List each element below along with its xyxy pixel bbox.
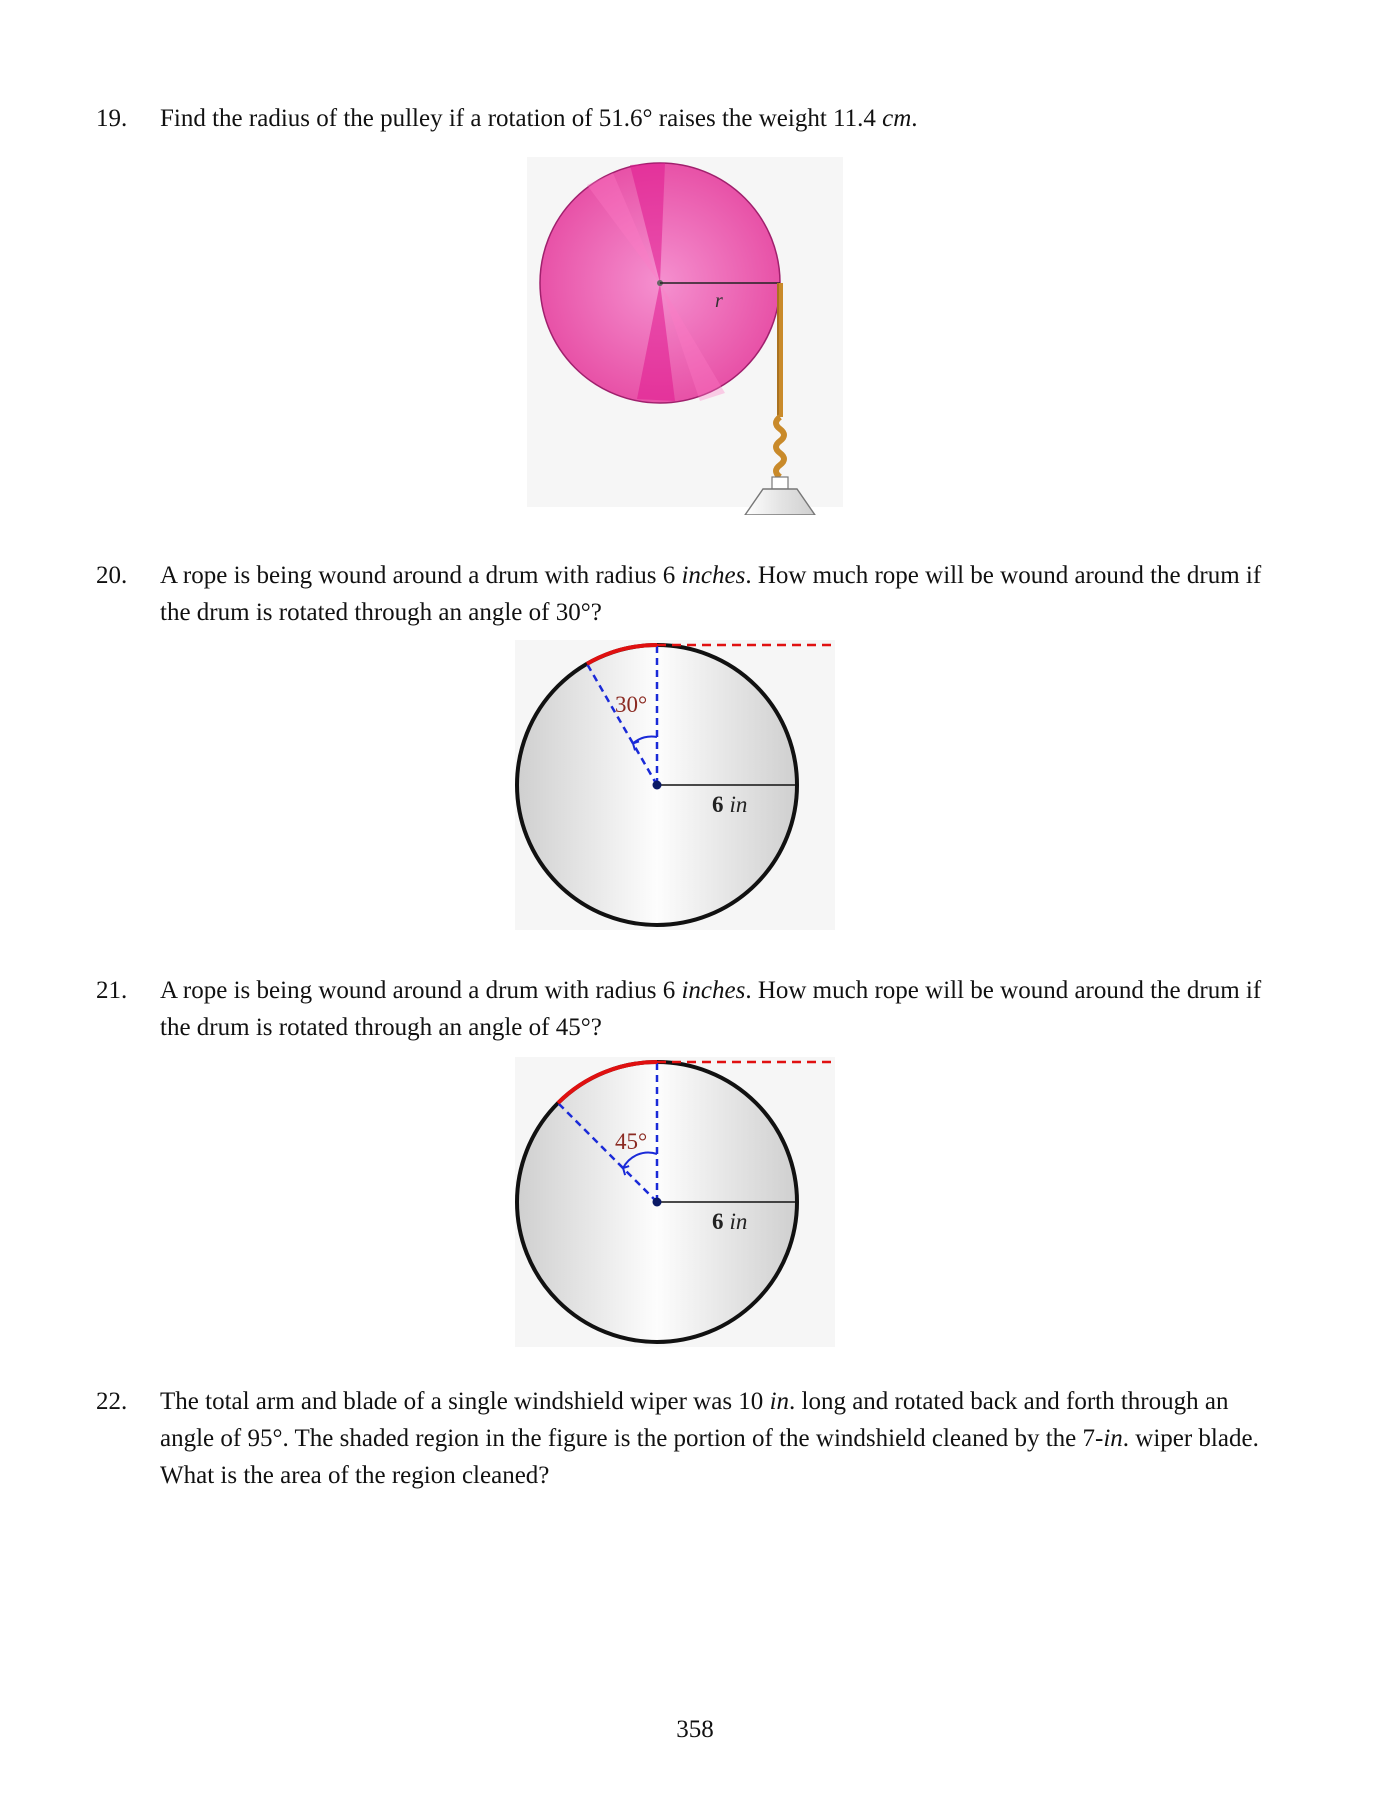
- problem-number: 22.: [96, 1388, 128, 1415]
- pulley-figure: [525, 155, 845, 515]
- center-point: [653, 781, 662, 790]
- angle-label: 45°: [615, 1129, 648, 1154]
- problem-text: The total arm and blade of a single windshield wiper was 10 in. long and rotated back and forth through an angle of 95°. The shaded region in the figure is the portion of the windshield cleaned by the 7-in. wiper blade. What is the area of the region cleaned?: [160, 1388, 1259, 1489]
- angle-label: 30°: [615, 692, 648, 717]
- center-point: [653, 1198, 662, 1207]
- radius-label: 6 in: [712, 792, 748, 817]
- page-number: 358: [676, 1716, 714, 1743]
- drum-figure-45: [515, 1057, 835, 1347]
- problem-number: 21.: [96, 977, 128, 1004]
- drum-figure-30: [515, 640, 835, 930]
- radius-label: r: [715, 290, 723, 312]
- problem-number: 20.: [96, 562, 128, 589]
- radius-label: 6 in: [712, 1209, 748, 1234]
- problem-text: Find the radius of the pulley if a rotation of 51.6° raises the weight 11.4 cm.: [160, 105, 918, 132]
- problem-text: A rope is being wound around a drum with radius 6 inches. How much rope will be wound around the drum if the drum is rotated through an angle of 30°?: [160, 562, 1262, 626]
- problem-text: A rope is being wound around a drum with radius 6 inches. How much rope will be wound around the drum if the drum is rotated through an angle of 45°?: [160, 977, 1262, 1041]
- problem-number: 19.: [96, 105, 128, 132]
